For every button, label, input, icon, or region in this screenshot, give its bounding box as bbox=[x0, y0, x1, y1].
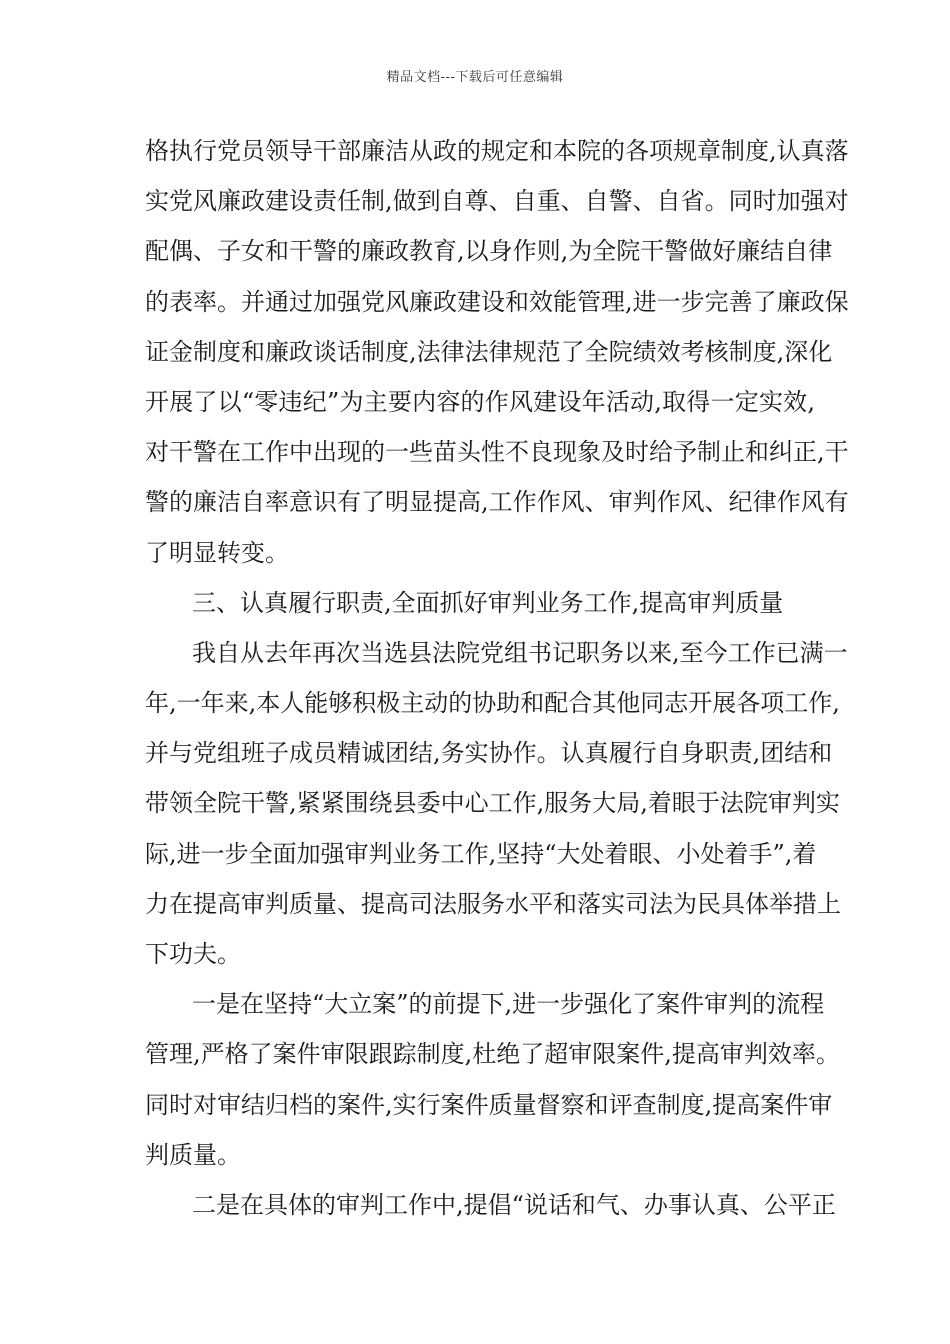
page-header: 精品文档---下载后可任意编辑 bbox=[386, 70, 564, 85]
text-line: 的表率。并通过加强党风廉政建设和效能管理,进一步完善了廉政保 bbox=[145, 287, 849, 316]
text-line: 了明显转变。 bbox=[145, 538, 289, 567]
text-line: 带领全院干警,紧紧围绕县委中心工作,服务大局,着眼于法院审判实 bbox=[145, 789, 840, 818]
text-line: 我自从去年再次当选县法院党组书记职务以来,至今工作已满一 bbox=[192, 638, 848, 667]
text-line: 证金制度和廉政谈话制度,法律法律规范了全院绩效考核制度,深化 bbox=[145, 337, 833, 366]
text-line: 同时对审结归档的案件,实行案件质量督察和评查制度,提高案件审 bbox=[145, 1090, 833, 1119]
text-line: 实党风廉政建设责任制,做到自尊、自重、自警、自省。同时加强对 bbox=[145, 187, 849, 216]
document-body bbox=[145, 126, 849, 1230]
text-line: 二是在具体的审判工作中,提倡“说话和气、办事认真、公平正 bbox=[192, 1190, 836, 1219]
text-line: 配偶、子女和干警的廉政教育,以身作则,为全院干警做好廉结自律 bbox=[145, 237, 833, 266]
text-line: 管理,严格了案件审限跟踪制度,杜绝了超审限案件,提高审判效率。 bbox=[145, 1040, 840, 1069]
text-line: 下功夫。 bbox=[145, 940, 241, 968]
text-line: 三、认真履行职责,全面抓好审判业务工作,提高审判质量 bbox=[192, 588, 784, 617]
text-line: 警的廉洁自率意识有了明显提高,工作作风、审判作风、纪律作风有 bbox=[145, 488, 849, 517]
text-line: 格执行党员领导干部廉洁从政的规定和本院的各项规章制度,认真落 bbox=[145, 137, 849, 165]
text-line: 一是在坚持“大立案”的前提下,进一步强化了案件审判的流程 bbox=[192, 990, 825, 1019]
text-line: 并与党组班子成员精诚团结,务实协作。认真履行自身职责,团结和 bbox=[145, 739, 833, 768]
text-line: 对干警在工作中出现的一些苗头性不良现象及时给予制止和纠正,干 bbox=[145, 438, 849, 467]
text-line: 际,进一步全面加强审判业务工作,坚持“大处着眼、小处着手”,着 bbox=[145, 839, 817, 868]
text-line: 开展了以“零违纪”为主要内容的作风建设年活动,取得一定实效, bbox=[145, 387, 815, 416]
text-line: 力在提高审判质量、提高司法服务水平和落实司法为民具体举措上 bbox=[145, 889, 841, 918]
text-line: 判质量。 bbox=[145, 1140, 241, 1169]
text-line: 年,一年来,本人能够积极主动的协助和配合其他同志开展各项工作, bbox=[145, 689, 840, 718]
